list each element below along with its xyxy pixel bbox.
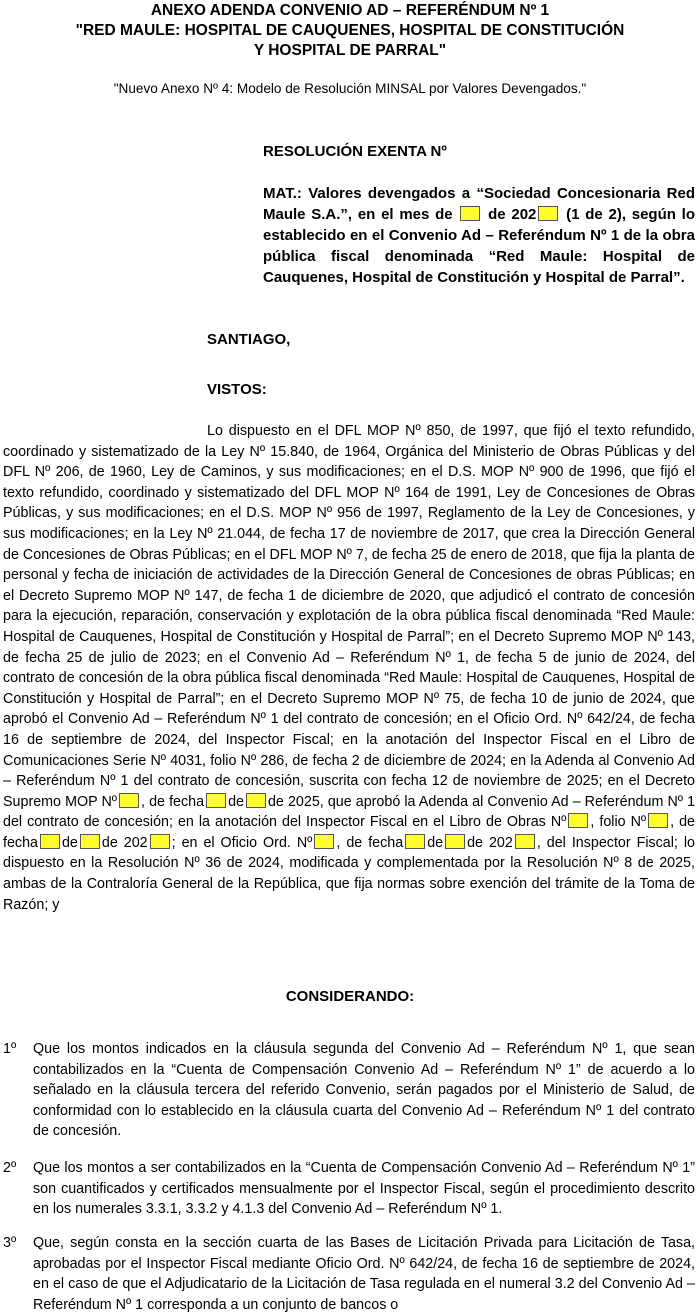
item-text: Que, según consta en la sección cuarta de las Bases de Licitación Privada para Licitación de Tasa, aprobadas por el Inspector Fiscal mediante Oficio Ord. Nº 642/24, de fecha 16 de septiembre de 2024, en el caso de que el Adjudicatario de la Licitación de Tasa regulada en el numeral 3.2 del Convenio Ad – Referéndum Nº 1 corresponda a un conjunto de bancos o — [33, 1235, 695, 1313]
year-placeholder — [538, 206, 558, 221]
vistos-text-11: de — [427, 834, 444, 851]
matter-text-3: (1 de 2), según lo establecido en el Convenio Ad – Referéndum Nº 1 de la obra pública fiscal denominada “Red Maule: Hospital de Cauquenes, Hospital de Constitución y Hospital de Parral”. — [263, 206, 695, 286]
book-number-placeholder — [568, 813, 588, 828]
vistos-text-1: Lo dispuesto en el DFL MOP Nº 850, de 1997, que fijó el texto refundido, coordinado y sistematizado de la Ley Nº 15.840, de 1964, Orgánica del Ministerio de Obras Públicas y del DFL Nº 206, de 1960, Ley de Caminos, y sus modificaciones; en el D.S. MOP Nº 900 de 1996, que fijó el texto refundido, coordinado y sistematizado del DFL MOP Nº 164 de 1991, Ley de Concesiones de Obras Públicas, y sus modificaciones; en el D.S. MOP Nº 956 de 1997, Reglamento de la Ley de Concesiones, y sus modificaciones; en la Ley Nº 21.044, de fecha 17 de noviembre de 2017, que crea la Dirección General de Concesiones de Obras Públicas; en el DFL MOP Nº 7, de fecha 25 de enero de 2018, que fija la planta de personal y fecha de iniciación de actividades de la Dirección General de Concesiones de obras Públicas; en el Decreto Supremo MOP Nº 147, de fecha 1 de diciembre de 2020, que adjudicó el contrato de concesión para la ejecución, reparación, conservación y explotación de la obra pública fiscal denominada “Red Maule: Hospital de Cauquenes, Hospital de Constitución y Hospital de Parral”; en el Decreto Supremo MOP Nº 143, de fecha 25 de julio de 2023; en el Convenio Ad – Referéndum Nº 1, de fecha 5 de junio de 2024, del contrato de concesión de la obra pública fiscal denominada “Red Maule: Hospital de Cauquenes, Hospital de Constitución y Hospital de Parral”; en el Decreto Supremo MOP Nº 75, de fecha 10 de junio de 2024, que aprobó el Convenio Ad – Referéndum Nº 1 del contrato de concesión; en el Oficio Ord. Nº 642/24, de fecha 16 de septiembre de 2024, del Inspector Fiscal; en la anotación del Inspector Fiscal en el Libro de Comunicaciones Serie Nº 4031, folio Nº 286, de fecha 2 de diciembre de 2024; en la Adenda al Convenio Ad – Referéndum Nº 1 del contrato de concesión, suscrita con fecha 12 de noviembre de 2025; en el Decreto Supremo MOP Nº — [3, 423, 695, 810]
header-line-3: Y HOSPITAL DE PARRAL" — [253, 42, 447, 59]
oficio-day-placeholder — [405, 834, 425, 849]
oficio-number-placeholder — [314, 834, 334, 849]
month-placeholder — [460, 206, 480, 221]
vistos-text-2: , de fecha — [141, 793, 205, 810]
header-line-1: ANEXO ADENDA CONVENIO AD – REFERÉNDUM Nº 1 — [150, 2, 550, 19]
oficio-year-placeholder — [515, 834, 535, 849]
note-day-placeholder — [40, 834, 60, 849]
note-year-placeholder — [150, 834, 170, 849]
item-text: Que los montos a ser contabilizados en la “Cuenta de Compensación Convenio Ad – Referéndum Nº 1” son cuantificados y certificados mensualmente por el Inspector Fiscal, según el procedimiento descrito en los numerales 3.3.1, 3.3.2 y 4.1.3 del Convenio Ad – Referéndum Nº 1. — [33, 1160, 695, 1218]
vistos-text-5: , folio Nº — [590, 814, 647, 831]
decree-day-placeholder — [206, 793, 226, 808]
considerando-heading: CONSIDERANDO: — [285, 988, 415, 1005]
vistos-text-9: ; en el Oficio Ord. Nº — [171, 834, 313, 851]
place-label: SANTIAGO, — [207, 331, 291, 348]
matter-text-1: MAT.: Valores devengados a “Sociedad Concesionaria Red Maule S.A.”, en el mes de — [263, 185, 695, 223]
vistos-paragraph — [3, 421, 695, 915]
item-number: 3º — [3, 1235, 17, 1251]
vistos-text-12: de 202 — [467, 834, 513, 851]
oficio-month-placeholder — [445, 834, 465, 849]
note-month-placeholder — [80, 834, 100, 849]
matter-text-2: de 202 — [488, 206, 537, 223]
item-number: 1º — [3, 1041, 17, 1057]
vistos-text-3: de — [228, 793, 244, 810]
decree-month-placeholder — [246, 793, 266, 808]
annex-subtitle: "Nuevo Anexo Nº 4: Modelo de Resolución MINSAL por Valores Devengados." — [113, 81, 587, 96]
header-line-2: "RED MAULE: HOSPITAL DE CAUQUENES, HOSPITAL DE CONSTITUCIÓN — [75, 22, 625, 39]
matter-paragraph — [263, 183, 695, 288]
vistos-text-13: , del Inspector Fiscal; lo dispuesto en la Resolución Nº 36 de 2024, modificada y complementada por la Resolución Nº 8 de 2025, ambas de la Contraloría General de la República, que fija normas sobre exención del trámite de la Toma de Razón; y — [3, 834, 696, 913]
vistos-text-10: , de fecha — [336, 834, 404, 851]
vistos-text-6: , de fecha — [3, 814, 695, 851]
vistos-text-7: de — [61, 834, 78, 851]
resolution-title: RESOLUCIÓN EXENTA Nº — [263, 143, 447, 160]
item-text: Que los montos indicados en la cláusula segunda del Convenio Ad – Referéndum Nº 1, que sean contabilizados en la “Cuenta de Compensación Convenio Ad – Referéndum Nº 1” de acuerdo a lo señalado en la cláusula tercera del referido Convenio, serán pagados por el Ministerio de Salud, de conformidad con lo establecido en la cláusula cuarta del Convenio Ad – Referéndum Nº 1 del contrato de concesión. — [33, 1041, 695, 1140]
vistos-heading: VISTOS: — [207, 381, 267, 398]
item-number: 2º — [3, 1160, 17, 1176]
vistos-text-8: de 202 — [101, 834, 148, 851]
decree-number-placeholder — [119, 793, 139, 808]
vistos-text-4: de 2025, que aprobó la Adenda al Convenio Ad – Referéndum Nº 1 del contrato de concesión; en la anotación del Inspector Fiscal en el Libro de Obras Nº — [3, 793, 696, 831]
folio-placeholder — [648, 813, 668, 828]
